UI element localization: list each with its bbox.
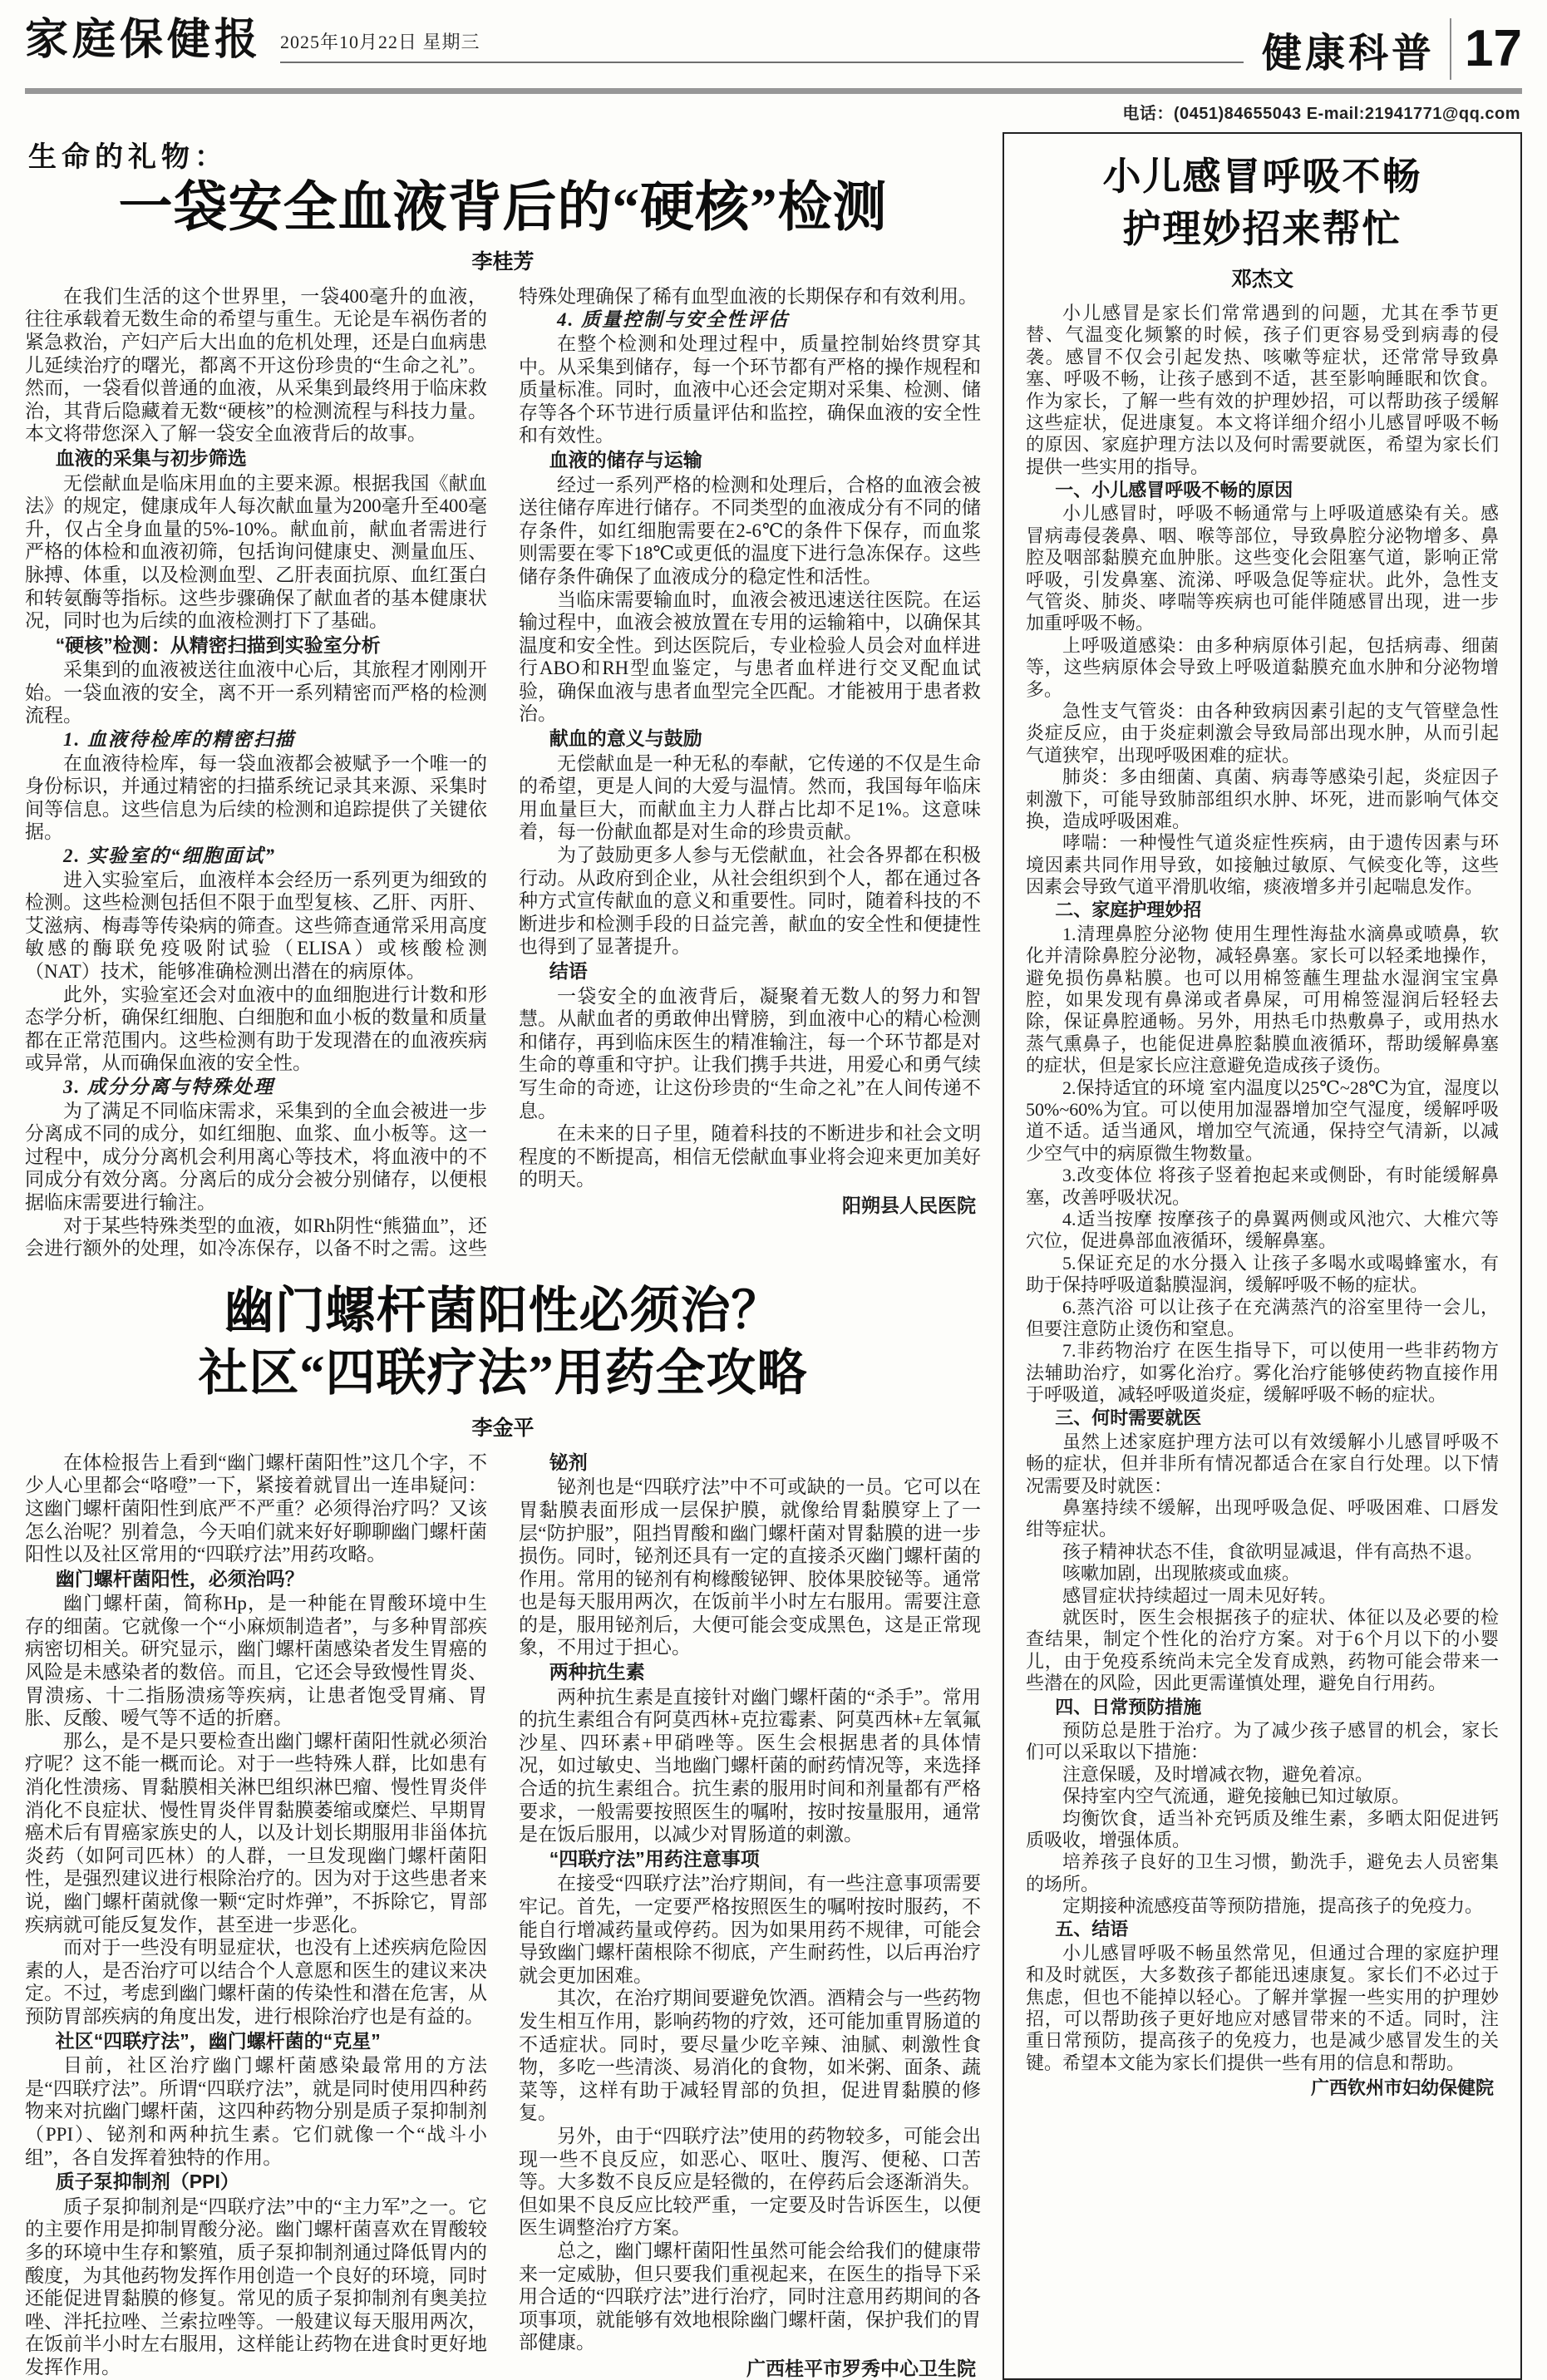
date-block <box>280 18 1244 63</box>
article-title-line2: 社区“四联疗法”用药全攻略 <box>198 1345 808 1401</box>
sub-heading: 4. 质量控制与安全性评估 <box>557 309 789 331</box>
article-title-line1: 幽门螺杆菌阳性必须治？ <box>224 1283 782 1338</box>
article-paragraph: 上呼吸道感染：由多种病原体引起，包括病毒、细菌等，这些病原体会导致上呼吸道黏膜充血水肿和分泌物增多。 <box>1026 634 1499 700</box>
sub-heading: 1. 血液待检库的精密扫描 <box>63 729 295 751</box>
article-paragraph: 对于某些特殊类型的血液，如Rh阴性“熊猫血”，还会进行额外的处理，如冷冻保存，以备不时之需。这些特殊处理确保了稀有血型血液的长期保存和有效利用。 <box>25 285 978 1259</box>
section-heading: 社区“四联疗法”，幽门螺杆菌的“克星” <box>55 2029 381 2052</box>
article-paragraph: 幽门螺杆菌，简称Hp，是一种能在胃酸环境中生存的细菌。它就像一个“小麻烦制造者”，与多种胃部疾病密切相关。研究显示，幽门螺杆菌感染者发生胃癌的风险是未感染者的数倍。而且，它还会导致慢性胃炎、胃溃疡、十二指肠溃疡等疾病，让患者饱受胃痛、胃胀、反酸、嗳气等不适的折磨。 <box>25 1593 487 1729</box>
article-paragraph: 在体检报告上看到“幽门螺杆菌阳性”这几个字，不少人心里都会“咯噔”一下，紧接着就冒出一连串疑问：这幽门螺杆菌阳性到底严不严重？必须得治疗吗？又该怎么治呢？别着急，今天咱们就来好好聊聊幽门螺杆菌阳性以及社区常用的“四联疗法”用药攻略。 <box>25 1451 487 1565</box>
article-paragraph: 肺炎：多由细菌、真菌、病毒等感染引起，炎症因子刺激下，可能导致肺部组织水肿、坏死，进而影响气体交换，造成呼吸困难。 <box>1026 766 1499 831</box>
article-paragraph: 进入实验室后，血液样本会经历一系列更为细致的检测。这些检测包括但不限于血型复核、乙肝、丙肝、艾滋病、梅毒等传染病的筛查。这些筛查通常采用高度敏感的酶联免疫吸附试验（ELISA）或核酸检测（NAT）技术，能够准确检测出潜在的病原体。 <box>25 869 487 983</box>
sub-heading: 3. 成分分离与特殊处理 <box>63 1076 274 1097</box>
section-heading: 二、家庭护理妙招 <box>1055 899 1202 921</box>
article-author: 李桂芳 <box>471 250 535 273</box>
section-heading: 质子泵抑制剂（PPI） <box>55 2171 239 2193</box>
article-body <box>1026 303 1499 2100</box>
article-paragraph: 在血液待检库，每一袋血液都会被赋予一个唯一的身份标识，并通过精密的扫描系统记录其来源、采集时间等信息。这些信息为后续的检测和追踪提供了关键依据。 <box>25 752 487 843</box>
page-header <box>25 18 1522 80</box>
article-paragraph: 此外，实验室还会对血液中的血细胞进行计数和形态学分析，确保红细胞、白细胞和血小板的数量和质量都在正常范围内。这些检测有助于发现潜在的血液疾病或异常，从而确保血液的安全性。 <box>25 983 487 1074</box>
article-paragraph: 7.非药物治疗 在医生指导下，可以使用一些非药物方法辅助治疗，如雾化治疗。雾化治疗能够使药物直接作用于呼吸道，减轻呼吸道炎症，缓解呼吸不畅的症状。 <box>1026 1340 1499 1406</box>
article-paragraph: 鼻塞持续不缓解，出现呼吸急促、呼吸困难、口唇发绀等症状。 <box>1026 1497 1499 1540</box>
header-vertical-divider <box>1450 18 1451 80</box>
issue-date: 2025年10月22日 星期三 <box>280 32 480 52</box>
article-paragraph: 在接受“四联疗法”治疗期间，有一些注意事项需要牢记。首先，一定要严格按照医生的嘱咐按时服药，不能自行增减药量或停药。因为如果用药不规律，可能会导致幽门螺杆菌根除不彻底，产生耐药性，以后再治疗就会更加困难。 <box>519 1873 981 1986</box>
article-paragraph: 采集到的血液被送往血液中心后，其旅程才刚刚开始。一袋血液的安全，离不开一系列精密而严格的检测流程。 <box>25 659 487 727</box>
section-block <box>1262 18 1522 80</box>
article-paragraph: 无偿献血是临床用血的主要来源。根据我国《献血法》的规定，健康成年人每次献血量为200毫升至400毫升，仅占全身血量的5%-10%。献血前，献血者需进行严格的体检和血液初筛，包括询问健康史、测量血压、脉搏、体重，以及检测血型、乙肝表面抗原、血红蛋白和转氨酶等指标。这些步骤确保了献血者的基本健康状况，同时也为后续的血液检测打下了基础。 <box>25 472 487 632</box>
section-heading: 结语 <box>549 960 588 983</box>
article-paragraph: 虽然上述家庭护理方法可以有效缓解小儿感冒呼吸不畅的症状，但并非所有情况都适合在家自行处理。以下情况需要及时就医： <box>1026 1431 1499 1496</box>
article-paragraph: 在整个检测和处理过程中，质量控制始终贯穿其中。从采集到储存，每一个环节都有严格的操作规程和质量标准。同时，血液中心还会定期对采集、检测、储存等各个环节进行质量评估和监控，确保血液的安全性和有效性。 <box>519 333 981 446</box>
article-paragraph: 那么，是不是只要检查出幽门螺杆菌阳性就必须治疗呢？这不能一概而论。对于一些特殊人群，比如患有消化性溃疡、胃黏膜相关淋巴组织淋巴瘤、慢性胃炎伴消化不良症状、慢性胃炎伴胃黏膜萎缩或糜烂、早期胃癌术后有胃癌家族史的人，以及计划长期服用非甾体抗炎药（如阿司匹林）的人群，一旦发现幽门螺杆菌阳性，是强烈建议进行根除治疗的。因为对于这些患者来说，幽门螺杆菌就像一颗“定时炸弹”，不拆除它，胃部疾病就可能反复发作，甚至进一步恶化。 <box>25 1730 487 1935</box>
article-paragraph: 均衡饮食，适当补充钙质及维生素，多晒太阳促进钙质吸收，增强体质。 <box>1026 1807 1499 1850</box>
header-thin-rule <box>280 62 1244 63</box>
section-heading: 一、小儿感冒呼吸不畅的原因 <box>1055 480 1293 501</box>
article-paragraph: 铋剂也是“四联疗法”中不可或缺的一员。它可以在胃黏膜表面形成一层保护膜，就像给胃黏膜穿上了一层“防护服”，阻挡胃酸和幽门螺杆菌对胃黏膜的进一步损伤。同时，铋剂还具有一定的直接杀灭幽门螺杆菌的作用。常用的铋剂有枸橼酸铋钾、胶体果胶铋等。通常也是每天服用两次，在饭前半小时左右服用。需要注意的是，服用铋剂后，大便可能会变成黑色，这是正常现象，不用过于担心。 <box>519 1476 981 1658</box>
article-paragraph: 6.蒸汽浴 可以让孩子在充满蒸汽的浴室里待一会儿，但要注意防止烫伤和窒息。 <box>1026 1296 1499 1339</box>
section-heading: 两种抗生素 <box>549 1661 645 1683</box>
sub-heading: 2. 实验室的“细胞面试” <box>63 845 276 867</box>
article-signature: 阳朔县人民医院 <box>842 1194 976 1216</box>
section-heading: 幽门螺杆菌阳性，必须治吗？ <box>55 1567 304 1589</box>
article-paragraph: 在未来的日子里，随着科技的不断进步和社会文明程度的不断提高，相信无偿献血事业将会迎来更加美好的明天。 <box>519 1123 981 1190</box>
article-paragraph: 总之，幽门螺杆菌阳性虽然可能会给我们的健康带来一定威胁，但只要我们重视起来，在医生的指导下采用合适的“四联疗法”进行治疗，同时注意用药期间的各项事项，就能够有效地根除幽门螺杆菌，保护我们的胃部健康。 <box>519 2240 981 2353</box>
article-paragraph: 保持室内空气流通，避免接触已知过敏原。 <box>1062 1786 1411 1807</box>
article-paragraph: 2.保持适宜的环境 室内温度以25℃~28℃为宜，湿度以50%~60%为宜。可以使用加湿器增加空气湿度，缓解呼吸道不适。适当通风，增加空气流通，保持空气清新，以减少空气中的病原微生物数量。 <box>1026 1077 1499 1164</box>
article-paragraph: 感冒症状持续超过一周未见好转。 <box>1062 1584 1338 1606</box>
article-title: 一袋安全血液背后的“硬核”检测 <box>118 178 888 238</box>
article-paragraph: 两种抗生素是直接针对幽门螺杆菌的“杀手”。常用的抗生素组合有阿莫西林+克拉霉素、阿莫西林+左氧氟沙星、四环素+甲硝唑等。医生会根据患者的具体情况，如过敏史、当地幽门螺杆菌的耐药情况等，来选择合适的抗生素组合。抗生素的服用时间和剂量都有严格要求，一般需要按照医生的嘱咐，按时按量服用，通常是在饭后服用，以减少对胃肠道的刺激。 <box>519 1686 981 1845</box>
article-paragraph: 小儿感冒是家长们常常遇到的问题，尤其在季节更替、气温变化频繁的时候，孩子们更容易受到病毒的侵袭。感冒不仅会引起发热、咳嗽等症状，还常常导致鼻塞、呼吸不畅，让孩子感到不适，甚至影响睡眠和饮食。作为家长，了解一些有效的护理妙招，可以帮助孩子缓解这些症状，促进康复。本文将详细介绍小儿感冒呼吸不畅的原因、家庭护理方法以及何时需要就医，希望为家长们提供一些实用的指导。 <box>1026 302 1499 477</box>
article-author: 邓杰文 <box>1230 268 1293 291</box>
article-paragraph: 目前，社区治疗幽门螺杆菌感染最常用的方法是“四联疗法”。所谓“四联疗法”，就是同时使用四种药物来对抗幽门螺杆菌，这四种药物分别是质子泵抑制剂（PPI）、铋剂和两种抗生素。它们就像一个“战斗小组”，各自发挥着独特的作用。 <box>25 2055 487 2168</box>
section-heading: 铋剂 <box>549 1451 588 1473</box>
page-number: 17 <box>1465 20 1522 77</box>
article-paragraph: 其次，在治疗期间要避免饮酒。酒精会与一些药物发生相互作用，影响药物的疗效，还可能加重胃肠道的不适症状。同时，要尽量少吃辛辣、油腻、刺激性食物，多吃一些清淡、易消化的食物，如米粥、面条、蔬菜等，这样有助于减轻胃部的负担，促进胃黏膜的修复。 <box>519 1988 981 2124</box>
article-title <box>1026 150 1499 256</box>
article-helicobacter <box>25 1280 981 2380</box>
article-paragraph: 注意保暖，及时增减衣物，避免着凉。 <box>1062 1763 1374 1785</box>
contact-line: 电话：(0451)84655043 E-mail:21941771@qq.com <box>1122 105 1520 123</box>
article-signature: 广西桂平市罗秀中心卫生院 <box>746 2357 976 2379</box>
article-paragraph: 质子泵抑制剂是“四联疗法”中的“主力军”之一。它的主要作用是抑制胃酸分泌。幽门螺杆菌喜欢在胃酸较多的环境中生存和繁殖，质子泵抑制剂通过降低胃内的酸度，为其他药物发挥作用创造一个良好的环境，同时还能促进胃黏膜的修复。常见的质子泵抑制剂有奥美拉唑、泮托拉唑、兰索拉唑等。一般建议每天服用两次，在饭前半小时左右服用，这样能让药物在进食时更好地发挥作用。 <box>25 2195 487 2378</box>
section-heading: “硬核”检测：从精密扫描到实验室分析 <box>55 633 381 656</box>
article-paragraph: 一袋安全的血液背后，凝聚着无数人的努力和智慧。从献血者的勇敢伸出臂膀，到血液中心的精心检测和储存，再到临床医生的精准输注，每一个环节都是对生命的尊重和守护。让我们携手共进，用爱心和勇气续写生命的奇迹，让这份珍贵的“生命之礼”在人间传递不息。 <box>519 985 981 1121</box>
article-paragraph: 经过一系列严格的检测和处理后，合格的血液会被送往储存库进行储存。不同类型的血液成分有不同的储存条件，如红细胞需要在2-6℃的条件下保存，而血浆则需要在零下18℃或更低的温度下进行急冻保存。这些储存条件确保了血液成分的稳定性和活性。 <box>519 474 981 587</box>
section-heading: 三、何时需要就医 <box>1055 1407 1202 1429</box>
article-paragraph: 另外，由于“四联疗法”使用的药物较多，可能会出现一些不良反应，如恶心、呕吐、腹泻、便秘、口苦等。大多数不良反应是轻微的，在停药后会逐渐消失。但如果不良反应比较严重，一定要及时告诉医生，以便医生调整治疗方案。 <box>519 2125 981 2239</box>
section-heading: 血液的储存与运输 <box>549 448 702 471</box>
article-paragraph: 哮喘：一种慢性气道炎症性疾病，由于遗传因素与环境因素共同作用导致，如接触过敏原、气候变化等，这些因素会导致气道平滑肌收缩，痰液增多并引起喘息发作。 <box>1026 832 1499 898</box>
article-paragraph: 预防总是胜于治疗。为了减少孩子感冒的机会，家长们可以采取以下措施： <box>1026 1719 1499 1763</box>
article-paragraph: 小儿感冒呼吸不畅虽然常见，但通过合理的家庭护理和及时就医，大多数孩子都能迅速康复。家长们不必过于焦虑，但也不能掉以轻心。了解并掌握一些实用的护理妙招，可以帮助孩子更好地应对感冒带来的不适。同时，注重日常预防，提高孩子的免疫力，也是减少感冒发生的关键。希望本文能为家长们提供一些有用的信息和帮助。 <box>1026 1942 1499 2073</box>
article-author: 李金平 <box>471 1417 535 1440</box>
article-paragraph: 为了鼓励更多人参与无偿献血，社会各界都在积极行动。从政府到企业，从社会组织到个人，都在通过各种方式宣传献血的意义和重要性。同时，随着科技的不断进步和检测手段的日益完善，献血的安全性和便捷性也得到了显著提升。 <box>519 845 981 958</box>
article-paragraph: 5.保证充足的水分摄入 让孩子多喝水或喝蜂蜜水，有助于保持呼吸道黏膜湿润，缓解呼吸不畅的症状。 <box>1026 1252 1499 1296</box>
article-paragraph: 孩子精神状态不佳，食欲明显减退，伴有高热不退。 <box>1062 1540 1484 1562</box>
article-paragraph: 1.清理鼻腔分泌物 使用生理性海盐水滴鼻或喷鼻，软化并清除鼻腔分泌物，减轻鼻塞。家长可以轻柔地操作，避免损伤鼻粘膜。也可以用棉签蘸生理盐水湿润宝宝鼻腔，如果发现有鼻涕或者鼻屎，可用棉签湿润后轻轻去除，保证鼻腔通畅。另外，用热毛巾热敷鼻子，或用热水蒸气熏鼻子，也能促进鼻腔黏膜血液循环，帮助缓解鼻塞的症状，但是家长应注意避免造成孩子烫伤。 <box>1026 923 1499 1077</box>
section-heading: 四、日常预防措施 <box>1055 1696 1202 1717</box>
section-heading: “四联疗法”用药注意事项 <box>549 1847 760 1870</box>
article-body <box>25 1451 981 2380</box>
header-thick-rule <box>25 88 1522 94</box>
article-kicker: 生命的礼物： <box>28 142 228 173</box>
article-paragraph: 当临床需要输血时，血液会被迅速送往医院。在运输过程中，血液会被放置在专用的运输箱中，以确保其温度和安全性。到达医院后，专业检验人员会对血样进行ABO和RH型血鉴定，与患者血样进行交叉配血试验，确保血液与患者血型完全匹配。才能被用于患者救治。 <box>519 589 981 725</box>
article-paragraph: 在我们生活的这个世界里，一袋400毫升的血液，往往承载着无数生命的希望与重生。无论是车祸伤者的紧急救治，产妇产后大出血的危机处理，还是白血病患儿延续治疗的曙光，都离不开这份珍贵的“生命之礼”。然而，一袋看似普通的血液，从采集到最终用于临床救治，其背后隐藏着无数“硬核”的检测流程与科技力量。本文将带您深入了解一袋安全血液背后的故事。 <box>25 285 487 445</box>
article-paragraph: 无偿献血是一种无私的奉献，它传递的不仅是生命的希望，更是人间的大爱与温情。然而，我国每年临床用血量巨大，而献血主力人群占比却不足1%。这意味着，每一份献血都是对生命的珍贵贡献。 <box>519 752 981 843</box>
article-paragraph: 小儿感冒时，呼吸不畅通常与上呼吸道感染有关。感冒病毒侵袭鼻、咽、喉等部位，导致鼻腔分泌物增多、鼻腔及咽部黏膜充血肿胀。这些变化会阻塞气道，影响正常呼吸，引发鼻塞、流涕、呼吸急促等症状。此外，急性支气管炎、肺炎、哮喘等疾病也可能伴随感冒出现，进一步加重呼吸不畅。 <box>1026 503 1499 634</box>
article-paragraph: 培养孩子良好的卫生习惯，勤洗手，避免去人员密集的场所。 <box>1026 1851 1499 1895</box>
article-body <box>25 285 981 1260</box>
newspaper-masthead: 家庭保健报 <box>25 17 263 64</box>
article-paragraph: 为了满足不同临床需求，采集到的全血会被进一步分离成不同的成分，如红细胞、血浆、血小板等。这一过程中，成分分离机会利用离心等技术，将血液中的不同成分有效分离。分离后的成分会被分别储存，以便根据临床需要进行输注。 <box>25 1100 487 1213</box>
article-paragraph: 4.适当按摩 按摩孩子的鼻翼两侧或风池穴、大椎穴等穴位，促进鼻部血液循环，缓解鼻塞。 <box>1026 1208 1499 1252</box>
section-heading: 献血的意义与鼓励 <box>549 727 702 750</box>
section-heading: 五、结语 <box>1055 1919 1129 1940</box>
article-paragraph: 定期接种流感疫苗等预防措施，提高孩子的免疫力。 <box>1062 1895 1484 1917</box>
article-blood-donation <box>25 134 981 1260</box>
article-child-cold-box <box>1003 132 1522 2380</box>
article-title-line1: 小儿感冒呼吸不畅 <box>1102 155 1422 198</box>
left-region <box>25 132 981 2380</box>
article-title-line2: 护理妙招来帮忙 <box>1122 208 1402 251</box>
article-paragraph: 3.改变体位 将孩子竖着抱起来或侧卧，有时能缓解鼻塞，改善呼吸状况。 <box>1026 1165 1499 1208</box>
article-paragraph: 咳嗽加剧，出现脓痰或血痰。 <box>1062 1563 1301 1584</box>
article-signature: 广西钦州市妇幼保健院 <box>1310 2077 1494 2099</box>
article-paragraph: 就医时，医生会根据孩子的症状、体征以及必要的检查结果，制定个性化的治疗方案。对于6个月以下的小婴儿，由于免疫系统尚未完全发育成熟，药物可能会带来一些潜在的风险，因此更需谨慎处理，避免自行用药。 <box>1026 1606 1499 1694</box>
article-paragraph: 而对于一些没有明显症状，也没有上述疾病危险因素的人，是否治疗可以结合个人意愿和医生的建议来决定。不过，考虑到幽门螺杆菌的传染性和潜在危害，从预防胃部疾病的角度出发，进行根除治疗也是有益的。 <box>25 1937 487 2027</box>
article-title <box>25 1280 981 1405</box>
section-heading: 血液的采集与初步筛选 <box>55 446 247 469</box>
page-content <box>25 132 1522 2380</box>
section-title: 健康科普 <box>1262 31 1436 76</box>
article-paragraph: 急性支气管炎：由各种致病因素引起的支气管壁急性炎症反应，由于炎症刺激会导致局部出现水肿，从而引起气道狭窄，出现呼吸困难的症状。 <box>1026 700 1499 766</box>
